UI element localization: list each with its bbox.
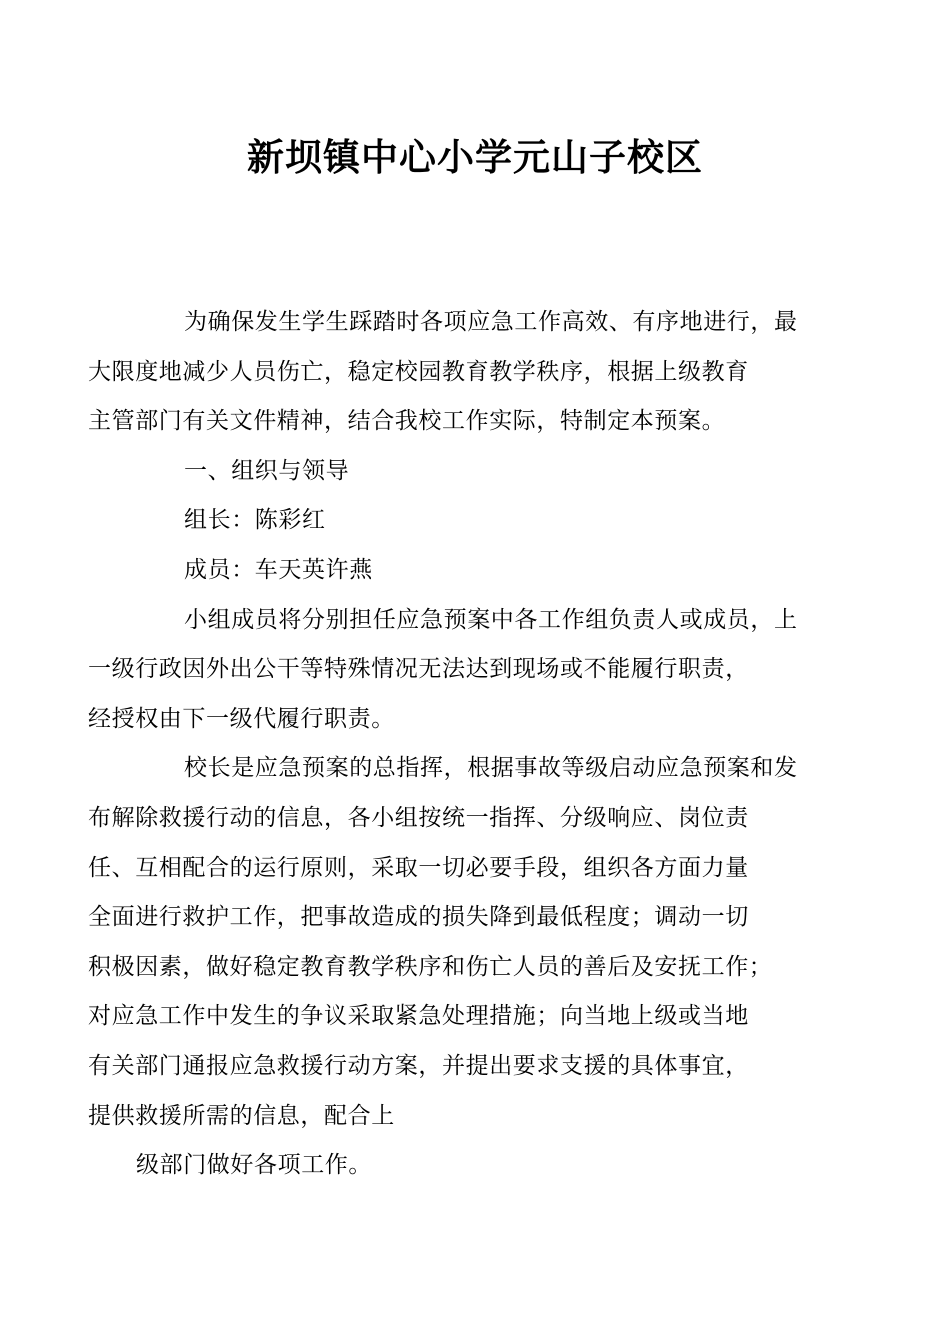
text-line: 任、互相配合的运行原则，采取一切必要手段，组织各方面力量 (88, 854, 749, 881)
text-line: 经授权由下一级代履行职责。 (88, 705, 395, 732)
text-line: 对应急工作中发生的争议采取紧急处理措施；向当地上级或当地 (88, 1003, 749, 1030)
document-body (88, 298, 826, 1191)
text-line: 校长是应急预案的总指挥，根据事故等级启动应急预案和发 (184, 755, 798, 782)
text-line: 有关部门通报应急救援行动方案，并提出要求支援的具体事宜， (88, 1052, 749, 1079)
paragraph-principal-continued (136, 1141, 826, 1191)
paragraph-duties (88, 596, 826, 745)
text-line: 积极因素，做好稳定教育教学秩序和伤亡人员的善后及安抚工作； (88, 953, 773, 980)
paragraph-members (136, 546, 826, 596)
text-line: 一级行政因外出公干等特殊情况无法达到现场或不能履行职责， (88, 656, 749, 683)
text-line: 小组成员将分别担任应急预案中各工作组负责人或成员，上 (184, 606, 798, 633)
text-line: 一、组织与领导 (184, 457, 350, 484)
text-line: 全面进行救护工作，把事故造成的损失降到最低程度；调动一切 (88, 904, 749, 931)
text-line: 级部门做好各项工作。 (136, 1152, 372, 1179)
text-line: 为确保发生学生踩踏时各项应急工作高效、有序地进行，最 (184, 309, 798, 335)
text-line: 主管部门有关文件精神，结合我校工作实际，特制定本预案。 (88, 408, 726, 435)
text-line: 提供救援所需的信息，配合上 (88, 1102, 395, 1129)
document-title: 新坝镇中心小学元山子校区 (247, 136, 703, 179)
text-line: 成员：车天英许燕 (184, 556, 373, 583)
text-line: 大限度地减少人员伤亡，稳定校园教育教学秩序，根据上级教育 (88, 358, 749, 385)
text-line: 组长：陈彩红 (184, 507, 326, 534)
section-heading (136, 447, 826, 497)
paragraph-principal (88, 744, 826, 1141)
paragraph-intro (88, 298, 826, 447)
text-line: 布解除救援行动的信息，各小组按统一指挥、分级响应、岗位责 (88, 804, 749, 831)
paragraph-leader (136, 496, 826, 546)
